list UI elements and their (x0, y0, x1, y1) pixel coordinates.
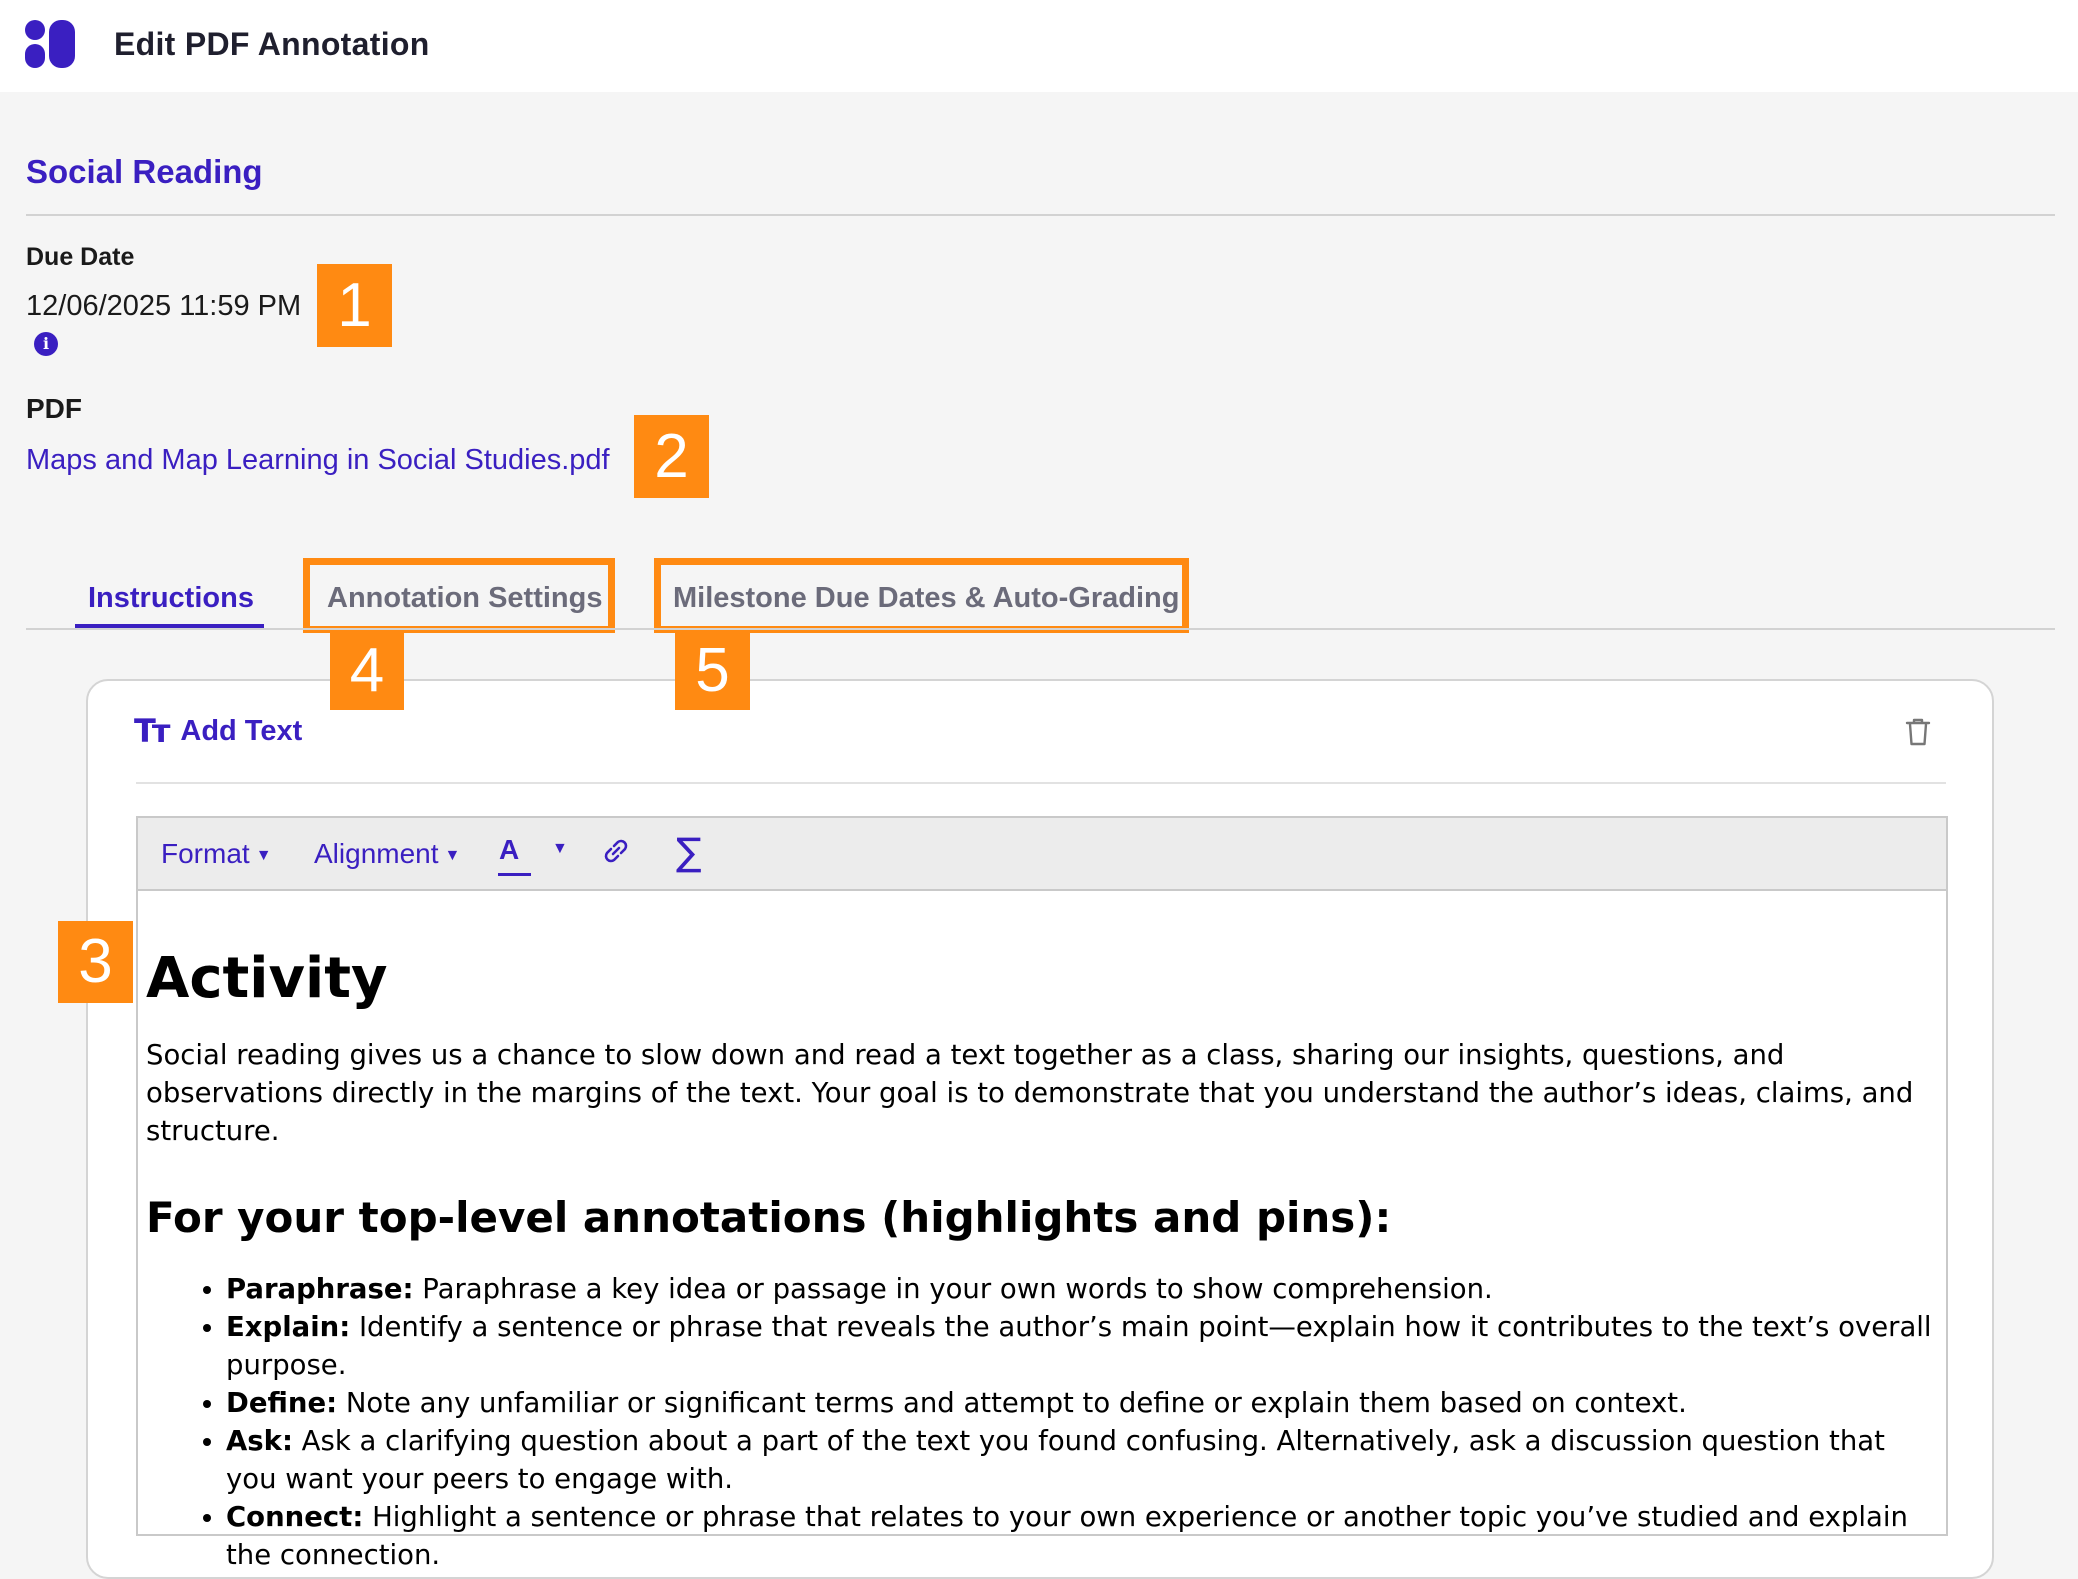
tab-instructions[interactable]: Instructions (88, 582, 254, 614)
pdf-file-link[interactable]: Maps and Map Learning in Social Studies.pdf (26, 444, 610, 476)
rich-text-editor[interactable] (136, 816, 1948, 1571)
card-divider (136, 782, 1946, 784)
list-item-text: Note any unfamiliar or significant terms and attempt to define or explain them based on context. (337, 1387, 1687, 1419)
instruction-list (146, 1270, 1936, 1574)
tab-annotation-settings[interactable]: Annotation Settings (327, 582, 603, 614)
callout-badge-1: 1 (317, 264, 392, 347)
callout-highlight-5 (654, 558, 1189, 633)
pdf-label: PDF (26, 393, 82, 424)
content-heading: Activity (146, 946, 388, 1011)
text-color-icon[interactable]: A (499, 834, 520, 865)
due-date-label: Due Date (26, 243, 135, 271)
list-item-term: Explain: (226, 1311, 351, 1343)
list-item (226, 1270, 1936, 1308)
sigma-icon[interactable]: ∑ (676, 830, 702, 874)
callout-badge-4: 4 (330, 632, 404, 710)
list-item (226, 1308, 1936, 1384)
app-logo-icon (25, 20, 75, 68)
link-icon[interactable] (599, 834, 633, 868)
callout-badge-5: 5 (675, 632, 750, 710)
list-item-term: Define: (226, 1387, 338, 1419)
chevron-down-icon: ▼ (255, 847, 272, 864)
list-item (226, 1498, 1936, 1574)
trash-icon[interactable] (1905, 717, 1931, 747)
content-subheading: For your top-level annotations (highlights and pins): (146, 1193, 1392, 1242)
text-color-swatch (498, 873, 531, 876)
tab-milestone-due-dates[interactable]: Milestone Due Dates & Auto-Grading (673, 582, 1180, 614)
editor-toolbar (138, 818, 1946, 891)
alignment-dropdown-label: Alignment (314, 838, 439, 869)
info-icon[interactable]: i (34, 332, 58, 356)
format-dropdown-label: Format (161, 838, 250, 869)
section-title: Social Reading (26, 153, 263, 190)
content-intro: Social reading gives us a chance to slow down and read a text together as a class, sharing our insights, questions, and observations directly in the margins of the text. Your goal is to demonstrate that you understand the author’s ideas, claims, and structure. (146, 1039, 1914, 1147)
add-text-label: Add Text (180, 714, 303, 747)
alignment-dropdown[interactable] (314, 838, 460, 870)
divider (26, 214, 2055, 216)
due-date-value: 12/06/2025 11:59 PM (26, 290, 302, 322)
callout-highlight-4 (303, 558, 615, 633)
top-bar (0, 0, 2078, 92)
list-item-term: Ask: (226, 1425, 293, 1457)
page-title: Edit PDF Annotation (114, 26, 430, 62)
list-item-text: Highlight a sentence or phrase that relates to your own experience or another topic you’ve studied and explain the connection. (226, 1501, 1908, 1571)
editor-content (146, 908, 1936, 1574)
callout-badge-2: 2 (634, 415, 709, 498)
list-item-text: Paraphrase a key idea or passage in your own words to show comprehension. (413, 1273, 1493, 1305)
text-color-chevron-icon[interactable]: ▼ (552, 840, 568, 857)
list-item-term: Connect: (226, 1501, 364, 1533)
add-text-button[interactable] (134, 712, 302, 750)
chevron-down-icon: ▼ (444, 847, 461, 864)
format-dropdown[interactable] (161, 838, 272, 870)
text-size-icon: Tт (134, 712, 167, 750)
list-item (226, 1384, 1936, 1422)
list-item-text: Ask a clarifying question about a part of the text you found confusing. Alternatively, ask a discussion question that you want your peers to engage with. (226, 1425, 1885, 1495)
callout-badge-3: 3 (58, 921, 133, 1003)
list-item-text: Identify a sentence or phrase that reveals the author’s main point—explain how it contributes to the text’s overall purpose. (226, 1311, 1932, 1381)
list-item (226, 1422, 1936, 1498)
tabs-divider (26, 628, 2055, 630)
list-item-term: Paraphrase: (226, 1273, 414, 1305)
